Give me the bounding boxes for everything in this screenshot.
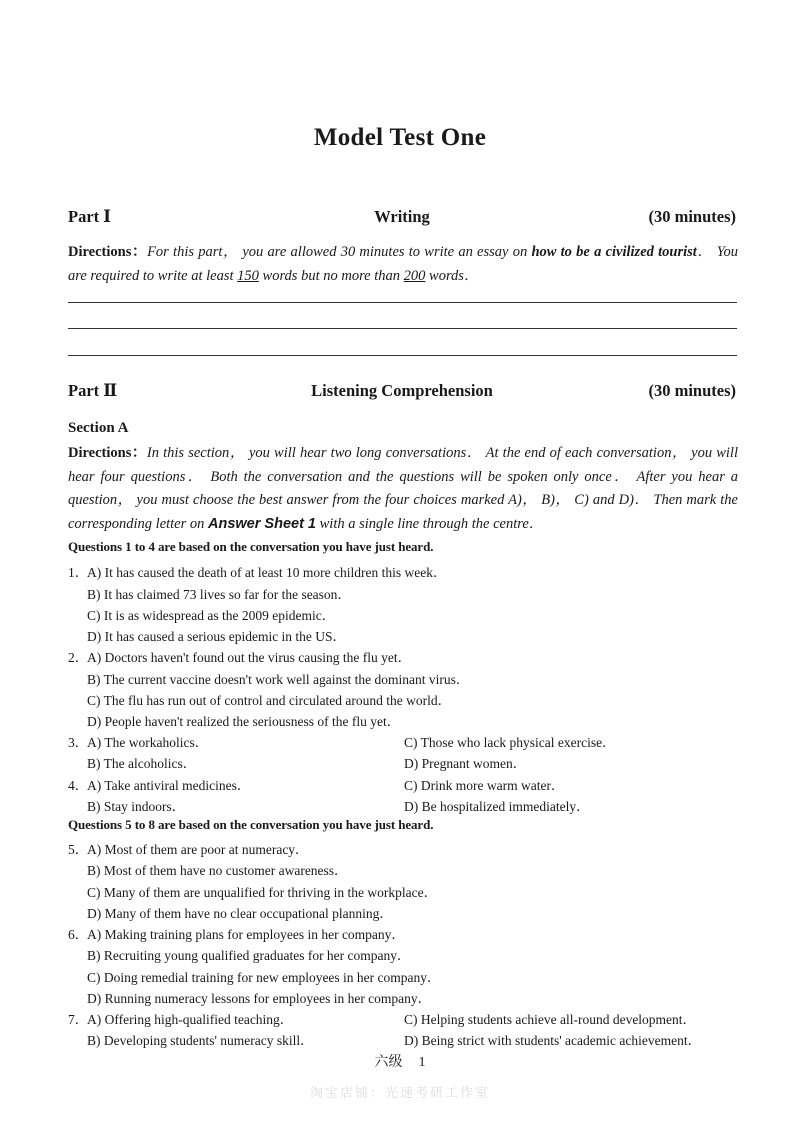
option-d: D) It has caused a serious epidemic in the US．: [87, 629, 347, 644]
question-number: 4．: [68, 778, 89, 793]
part1-header: [68, 207, 736, 231]
question-group-heading: Questions 5 to 8 are based on the conversation you have just heard.: [68, 817, 434, 832]
directions-text: words but no more than: [258, 267, 404, 284]
part2-name: Listening Comprehension: [311, 381, 493, 400]
exam-level: 六级: [374, 1055, 403, 1070]
option-b: B) Developing students' numeracy skill．: [87, 1033, 314, 1048]
part1-label: Part Ⅰ: [68, 207, 111, 226]
option-c: C) It is as widespread as the 2009 epidemic．: [87, 608, 336, 623]
directions-text: words．: [425, 267, 479, 284]
min-words: 150: [237, 267, 259, 284]
part2-label: Part Ⅱ: [68, 381, 118, 400]
answer-sheet-ref: Answer Sheet 1: [208, 515, 317, 532]
option-d: D) Pregnant women．: [404, 756, 527, 771]
question-number: 5．: [68, 842, 89, 857]
option-a: A) Making training plans for employees in her company．: [87, 927, 405, 942]
option-c: C) Those who lack physical exercise．: [404, 735, 616, 750]
question-number: 6．: [68, 927, 89, 942]
max-words: 200: [403, 267, 426, 284]
part1-directions: [68, 241, 738, 288]
question-number: 2．: [68, 650, 89, 665]
option-b: B) Stay indoors．: [87, 799, 186, 814]
option-c: C) Helping students achieve all-round development．: [404, 1012, 697, 1027]
directions-label: Directions：: [68, 244, 148, 260]
page-title: Model Test One: [313, 124, 487, 151]
option-a: A) The workaholics．: [87, 735, 209, 750]
question-group-heading: Questions 1 to 4 are based on the conversation you have just heard.: [68, 539, 434, 554]
option-d: D) Running numeracy lessons for employees in her company．: [87, 991, 432, 1006]
directions-text: with a single line through the centre．: [316, 515, 544, 532]
directions-text: ． You are required to write at least: [68, 244, 738, 284]
part2-header: [68, 381, 736, 405]
page-footer: [0, 1051, 800, 1071]
essay-topic: how to be a civilized tourist: [531, 244, 697, 260]
option-d: D) Many of them have no clear occupational planning．: [87, 906, 393, 921]
option-d: D) People haven't realized the seriousness of the flu yet．: [87, 714, 401, 729]
watermark-text: 淘宝店铺：光速考研工作室: [309, 1086, 490, 1101]
directions-text: For this part， you are allowed 30 minutes to write an essay on: [147, 244, 532, 260]
option-c: C) The flu has run out of control and circulated around the world．: [87, 693, 452, 708]
option-a: A) Most of them are poor at numeracy．: [87, 842, 309, 857]
page-number: 1: [418, 1055, 426, 1070]
option-b: B) Most of them have no customer awareness．: [87, 863, 348, 878]
option-d: D) Be hospitalized immediately．: [404, 799, 590, 814]
option-a: A) It has caused the death of at least 10 more children this week．: [87, 565, 447, 580]
option-a: A) Offering high-qualified teaching．: [87, 1012, 294, 1027]
writing-line: [68, 328, 737, 329]
writing-line: [68, 302, 737, 303]
question-number: 1．: [68, 565, 89, 580]
part1-name: Writing: [374, 207, 430, 226]
option-c: C) Many of them are unqualified for thriving in the workplace．: [87, 885, 438, 900]
option-b: B) The alcoholics．: [87, 756, 197, 771]
question-number: 3．: [68, 735, 89, 750]
option-b: B) The current vaccine doesn't work well against the dominant virus．: [87, 672, 470, 687]
option-b: B) Recruiting young qualified graduates for her company．: [87, 948, 411, 963]
option-d: D) Being strict with students' academic achievement．: [404, 1033, 702, 1048]
question-number: 7．: [68, 1012, 89, 1027]
part2-time: (30 minutes): [648, 381, 736, 400]
option-c: C) Drink more warm water．: [404, 778, 565, 793]
section-a-heading: Section A: [68, 420, 129, 436]
directions-label: Directions：: [68, 445, 147, 461]
option-a: A) Take antiviral medicines．: [87, 778, 251, 793]
option-c: C) Doing remedial training for new employees in her company．: [87, 970, 441, 985]
part2-directions: [68, 442, 738, 536]
option-a: A) Doctors haven't found out the virus causing the flu yet．: [87, 650, 412, 665]
part1-time: (30 minutes): [648, 207, 736, 226]
writing-line: [68, 355, 737, 356]
option-b: B) It has claimed 73 lives so far for the season．: [87, 587, 351, 602]
directions-text: In this section， you will hear two long conversations． At the end of each conversation， you will hear four questions． Both the conversation and the questions will be spoken only once． After you hear a question， you must choose the best answer from the four choices marked A)， B)， C) and D)． Then mark the corresponding letter on: [68, 445, 738, 532]
